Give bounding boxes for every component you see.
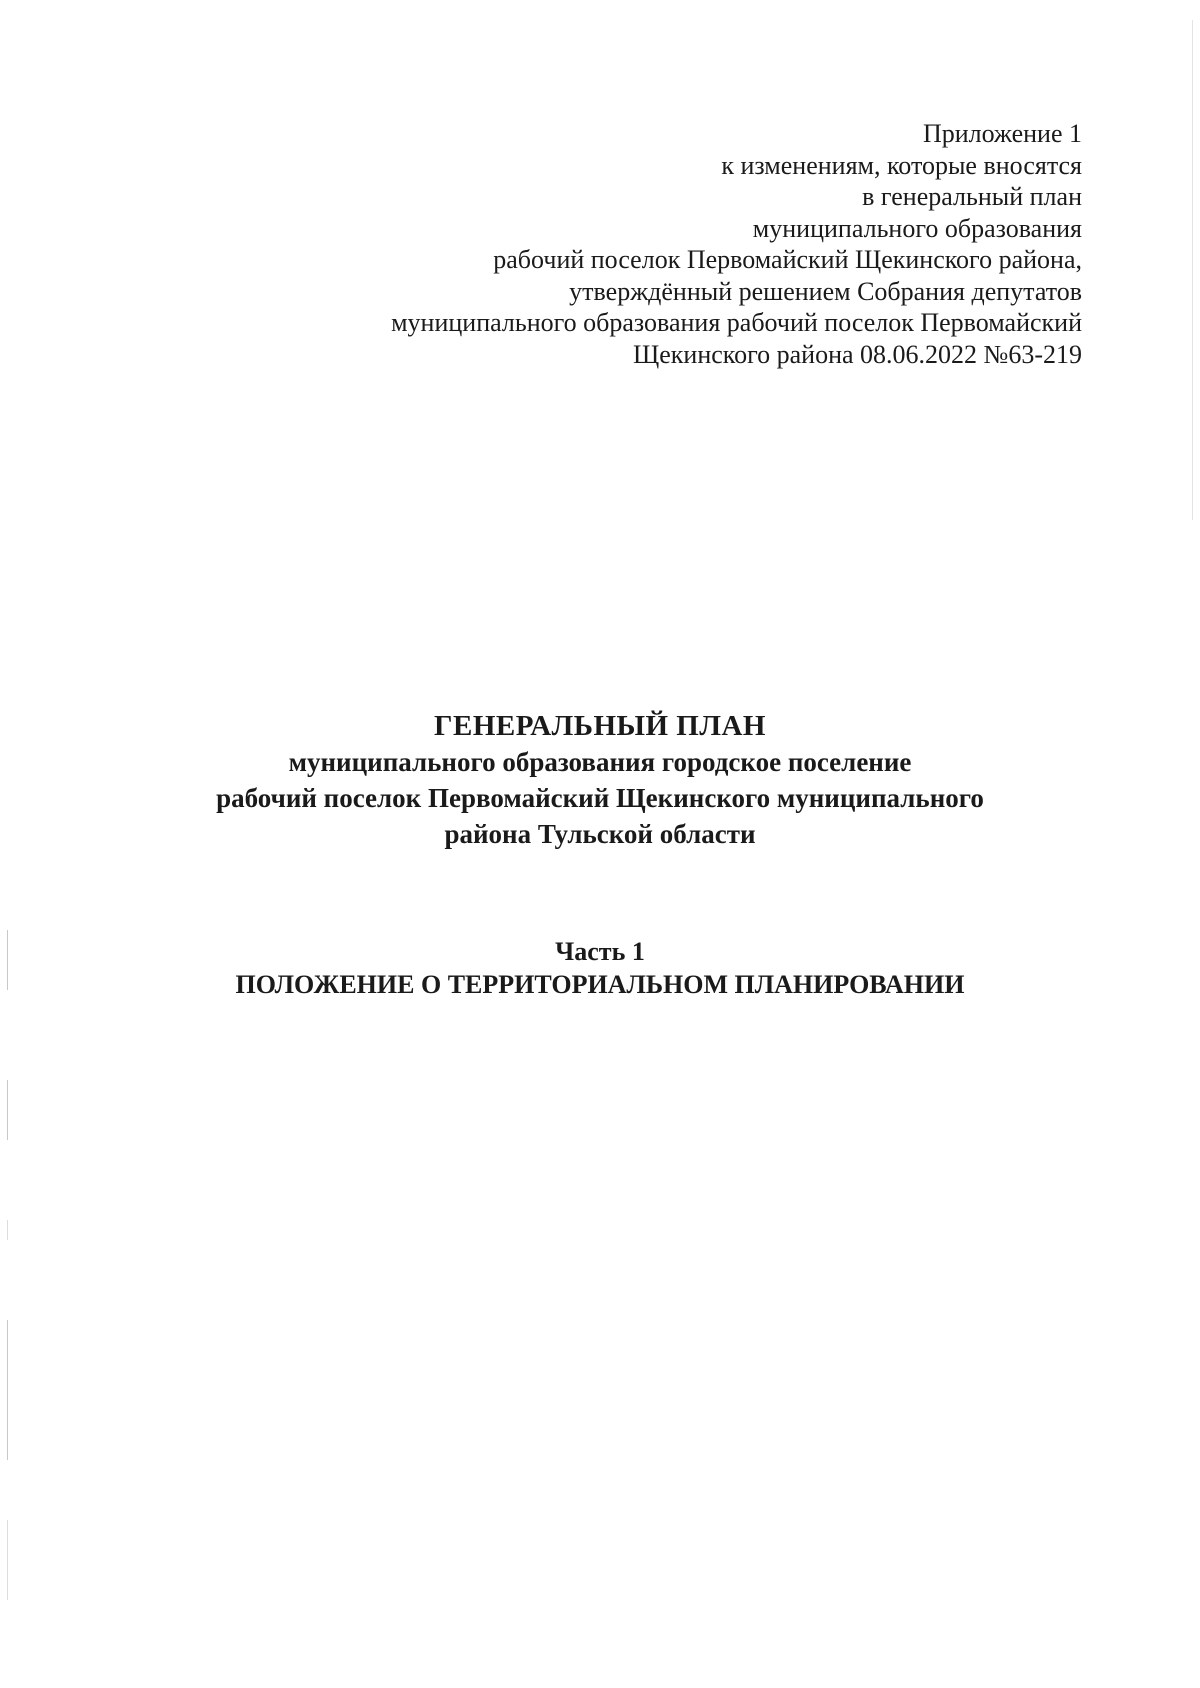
appendix-line: утверждённый решением Собрания депутатов [569, 276, 1082, 306]
title-line: рабочий поселок Первомайский Щекинского муниципального [216, 783, 984, 813]
appendix-line: Щекинского района 08.06.2022 №63-219 [633, 339, 1082, 369]
appendix-header [182, 118, 1082, 370]
scan-edge-mark [7, 1080, 8, 1140]
appendix-line: в генеральный план [862, 182, 1082, 211]
part-label: Часть 1 [555, 937, 645, 966]
scan-edge-mark [7, 1320, 8, 1460]
appendix-line: Приложение 1 [922, 119, 1082, 148]
main-title: ГЕНЕРАЛЬНЫЙ ПЛАН [434, 710, 766, 742]
part-name: ПОЛОЖЕНИЕ О ТЕРРИТОРИАЛЬНОМ ПЛАНИРОВАНИИ [235, 970, 965, 999]
scan-edge-mark [7, 1520, 8, 1600]
document-title [0, 708, 1200, 852]
appendix-line: муниципального образования [752, 213, 1082, 243]
appendix-line: к изменениям, которые вносятся [721, 150, 1082, 180]
appendix-line: рабочий поселок Первомайский Щекинского района, [493, 245, 1082, 274]
title-line: муниципального образования городское поселение [288, 747, 912, 777]
scan-edge-mark [1192, 20, 1193, 520]
part-heading [0, 935, 1200, 1001]
appendix-line: муниципального образования рабочий поселок Первомайский [391, 308, 1082, 337]
title-line: района Тульской области [444, 819, 756, 849]
scan-edge-mark [7, 1220, 8, 1240]
